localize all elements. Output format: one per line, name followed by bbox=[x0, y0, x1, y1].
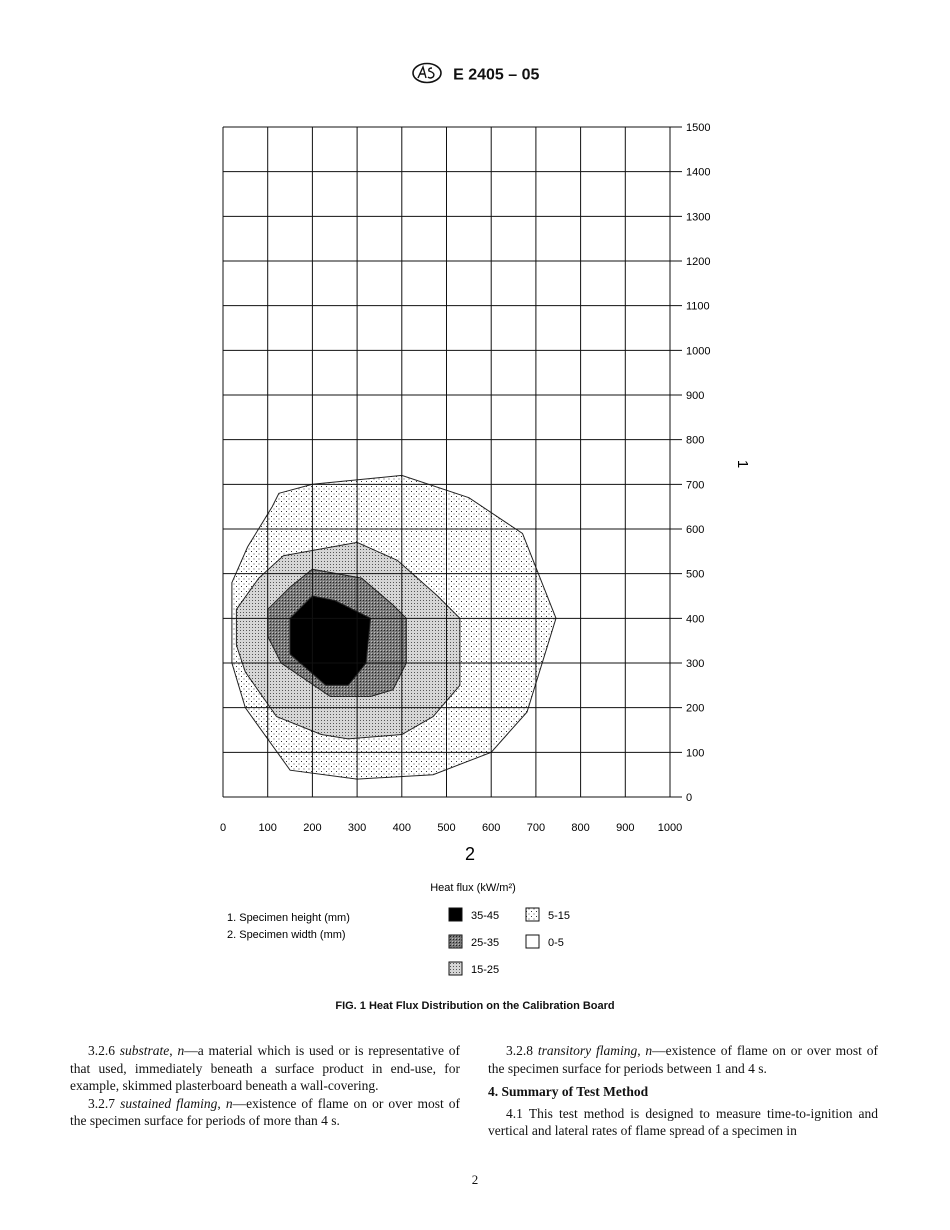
x-tick-label: 800 bbox=[571, 822, 590, 834]
y-axis-label: 1 bbox=[734, 459, 751, 469]
legend-label: 0-5 bbox=[548, 937, 564, 949]
y-tick-label: 200 bbox=[686, 702, 705, 715]
paragraph-4-1: 4.1 This test method is designed to measure time-to-ignition and vertical and lateral rates of flame spread of a specimen in bbox=[488, 1105, 878, 1138]
x-tick-label: 1000 bbox=[657, 822, 683, 834]
x-tick-label: 700 bbox=[526, 822, 546, 834]
definition-transitory-flaming: 3.2.8 transitory flaming, n—existence of flame on or over most of the specimen surface for periods between 1 and 4 s. bbox=[488, 1043, 879, 1076]
y-tick-label: 1500 bbox=[686, 122, 711, 134]
left-column bbox=[70, 1042, 460, 1130]
y-tick-label: 300 bbox=[686, 658, 705, 670]
y-tick-label: 100 bbox=[686, 747, 705, 760]
y-tick-label: 1300 bbox=[686, 211, 711, 224]
axis-note-height: 1. Specimen height (mm) bbox=[227, 912, 350, 924]
y-tick-label: 400 bbox=[686, 613, 705, 626]
y-tick-label: 0 bbox=[686, 792, 693, 804]
y-tick-label: 1200 bbox=[686, 256, 711, 268]
x-tick-label: 900 bbox=[616, 822, 635, 834]
standard-code: E 2405 – 05 bbox=[453, 66, 540, 84]
page-number: 2 bbox=[471, 1172, 479, 1187]
definition-sustained-flaming: 3.2.7 sustained flaming, n—existence of flame on or over most of the specimen surface for periods of more than 4 s. bbox=[70, 1095, 461, 1128]
x-tick-label: 0 bbox=[219, 822, 227, 834]
y-tick-label: 700 bbox=[686, 479, 705, 492]
y-tick-label: 600 bbox=[686, 524, 705, 536]
legend-label: 25-35 bbox=[471, 937, 500, 949]
x-tick-label: 400 bbox=[392, 822, 411, 834]
definition-substrate: 3.2.6 substrate, n—a material which is used or is representative of that used, immediately beneath a surface product in end-use, for example, skimmed plasterboard beneath a wall-covering. bbox=[70, 1043, 461, 1093]
legend-swatch-15-25 bbox=[449, 962, 462, 975]
x-tick-label: 200 bbox=[303, 822, 322, 834]
x-tick-label: 500 bbox=[437, 822, 456, 834]
legend-label: 5-15 bbox=[548, 910, 571, 922]
y-tick-label: 800 bbox=[686, 434, 705, 447]
legend-swatch-35-45 bbox=[449, 908, 462, 921]
legend-label: 35-45 bbox=[471, 910, 500, 922]
x-axis-label: 2 bbox=[464, 844, 476, 864]
y-tick-label: 500 bbox=[686, 568, 705, 581]
axis-note-width: 2. Specimen width (mm) bbox=[227, 929, 346, 941]
legend-label: 15-25 bbox=[471, 964, 500, 976]
figure-caption: FIG. 1 Heat Flux Distribution on the Calibration Board bbox=[335, 1000, 615, 1012]
y-tick-label: 1100 bbox=[686, 300, 710, 313]
legend-swatch-0-5 bbox=[526, 935, 539, 948]
y-tick-label: 900 bbox=[686, 390, 705, 402]
section-heading: 4. Summary of Test Method bbox=[488, 1084, 649, 1099]
legend-title: Heat flux (kW/m²) bbox=[430, 882, 516, 894]
x-tick-label: 300 bbox=[347, 822, 367, 834]
y-tick-label: 1000 bbox=[686, 345, 711, 358]
x-tick-label: 100 bbox=[258, 822, 277, 834]
legend-swatch-25-35 bbox=[449, 935, 462, 948]
x-tick-label: 600 bbox=[482, 822, 501, 834]
right-column bbox=[488, 1042, 878, 1140]
legend-swatch-5-15 bbox=[526, 908, 539, 921]
y-tick-label: 1400 bbox=[686, 166, 711, 179]
